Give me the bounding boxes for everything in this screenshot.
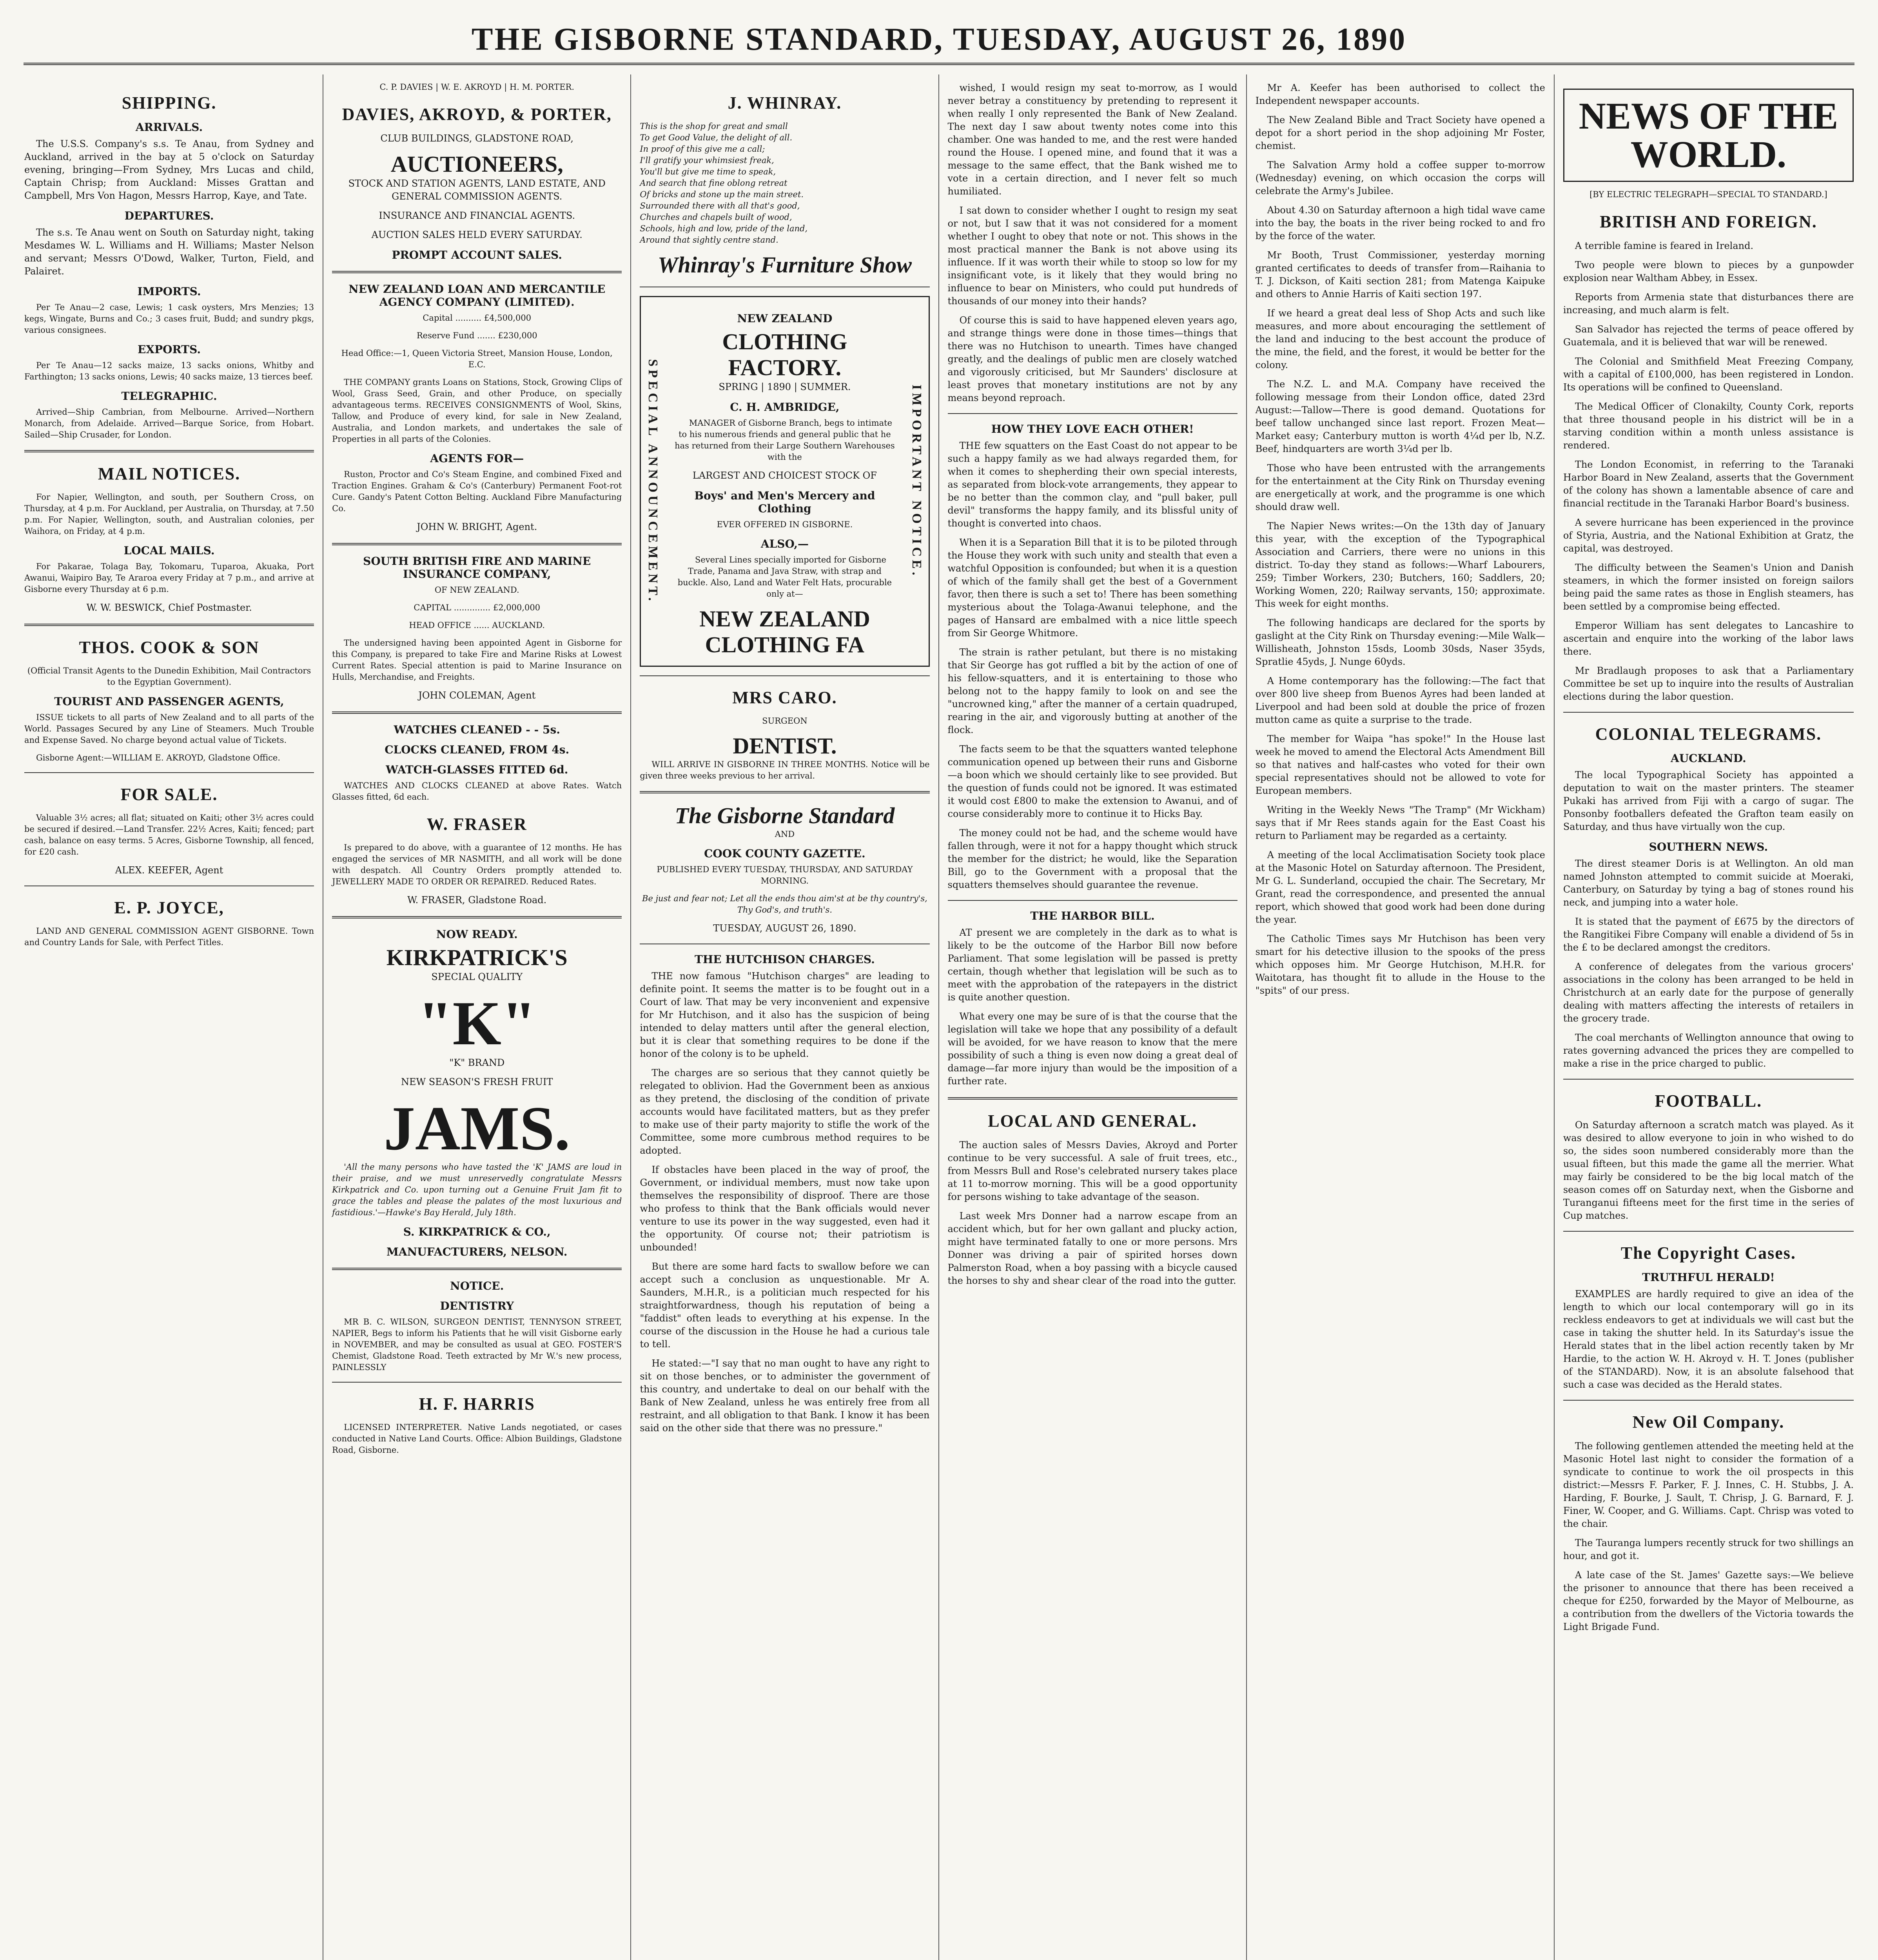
- fraser-body: Is prepared to do above, with a guarantee of 12 months. He has engaged the services of MR NASMITH, and all work will be done with despatch. All Country Orders promptly attended to. JEWELLERY MADE TO ORDER OR REPAIRED. Reduced Rates.: [332, 843, 622, 886]
- news-item: A conference of delegates from the various grocers' associations in the colony has been arranged to be held in Christchurch at an early date for the purpose of generally dealing with matters affecting the interests of retailers in the grocery trade.: [1563, 961, 1854, 1024]
- news-item: EXAMPLES are hardly required to give an idea of the length to which our local contemporary will go in its reckless endeavors to get at individuals we will cast but the case in taking the shutter held. In its Saturday's issue the Herald states that in the libel action recently taken by Mr Hardie, to the action W. H. Akroyd v. H. T. Jones (publisher of the STANDARD). Now, it is an absolute falsehood that such a case was decided as the Herald states.: [1563, 1289, 1854, 1390]
- divider: [948, 900, 1237, 901]
- local-mails-text: For Pakarae, Tolaga Bay, Tokomaru, Tuparoa, Akuaka, Port Awanui, Waipiro Bay, Te Araroa every Friday at 7 p.m., and arrive at Gisborne every Thursday at 6 p.m.: [24, 562, 314, 594]
- sbfire-agent: JOHN COLEMAN, Agent: [418, 690, 536, 701]
- paper-title: The Gisborne Standard: [675, 803, 895, 828]
- nzloan-reserve: Reserve Fund ....... £230,000: [416, 331, 537, 340]
- telegraphic-heading: TELEGRAPHIC.: [121, 390, 217, 403]
- clothing-factory-ad: [640, 296, 929, 667]
- paper-date: TUESDAY, AUGUST 26, 1890.: [713, 923, 856, 934]
- column-4: [939, 74, 1247, 1960]
- whinray-title: Whinray's Furniture Show: [657, 252, 912, 278]
- truthful-herald-heading: TRUTHFUL HERALD!: [1642, 1271, 1775, 1284]
- news-item: The Medical Officer of Clonakilty, County Cork, reports that three thousand people in his district will be in a starving condition within a month unless assistance is rendered.: [1563, 401, 1854, 451]
- news-item: Two people were blown to pieces by a gunpowder explosion near Waltham Abbey, in Essex.: [1563, 260, 1854, 283]
- joyce-text: LAND AND GENERAL COMMISSION AGENT GISBORNE. Town and Country Lands for Sale, with Perfect Titles.: [24, 926, 314, 947]
- news-of-the-world-box: [1563, 89, 1854, 182]
- article-paragraph: I sat down to consider whether I ought to resign my seat or not, but I saw that it was not considered for a moment whether I ought to obey that note or not. This shows in the most practical manner the Bank is not above using its influence. If it was worth their while to stoop so low for my insignificant vote, is it likely that they would bring no influence to bear on Ministers, who could put hundreds of thousands of our money into their hands?: [947, 205, 1237, 307]
- divider: [24, 450, 314, 452]
- kirkpatrick-season: NEW SEASON'S FRESH FRUIT: [401, 1076, 553, 1087]
- news-item: Mr Bradlaugh proposes to ask that a Parliamentary Committee be set up to inquire into the results of Australian elections during the labor question.: [1563, 665, 1854, 702]
- local-item: The N.Z. L. and M.A. Company have received the following message from their London office, dated 23rd August:—Tallow—There is good demand. Quotations for beef tallow unchanged since last report. Frozen Meat—Market easy; Canterbury mutton is worth 4¼d per lb, N.Z. Beef, hindquarters are worth 3¼d per lb.: [1255, 379, 1545, 454]
- departures-text: The s.s. Te Anau went on South on Saturday night, taking Mesdames W. L. Williams and H. Williams; Master Nelson and servant; Messrs O'Dowd, Walker, Turton, Field, and Palairet.: [24, 227, 314, 277]
- divider: [24, 772, 314, 773]
- news-item: The local Typographical Society has appointed a deputation to wait on the master printers. The steamer Pukaki has arrived from Fiji with a cargo of sugar. The Ponsonby footballers defeated the Grafton team easily on Saturday, and thus have virtually won the cup.: [1563, 769, 1854, 832]
- news-item: The Tauranga lumpers recently struck for two shillings an hour, and got it.: [1563, 1537, 1854, 1561]
- divider: [1563, 712, 1854, 713]
- news-item: A severe hurricane has been experienced in the province of Styria, Austria, and the National Exhibition at Gratz, the capital, was destroyed.: [1563, 517, 1854, 554]
- imports-text: Per Te Anau—2 case, Lewis; 1 cask oysters, Mrs Menzies; 13 kegs, Wingate, Burns and Co.; 3 cases fruit, Budd; and sundry pkgs, various consignees.: [24, 303, 314, 335]
- fraser-heading: W. FRASER: [426, 815, 527, 834]
- exports-text: Per Te Anau—12 sacks maize, 13 sacks onions, Whitby and Farthington; 13 sacks onions, Lewis; 40 sacks maize, 13 tierces beef.: [24, 361, 314, 381]
- whinray-heading: J. WHINRAY.: [728, 93, 842, 113]
- postmaster: W. W. BESWICK, Chief Postmaster.: [86, 602, 252, 613]
- new-oil-company-heading: New Oil Company.: [1632, 1412, 1785, 1432]
- local-item: Mr Booth, Trust Commissioner, yesterday morning granted certificates to deeds of transfer from—Raihania to T. J. Dickson, of Kaiti section 281; from Matenga Kaipuke and others to Annie Harris of Kaiti section 197.: [1255, 250, 1545, 299]
- sbfire-text: The undersigned having been appointed Agent in Gisborne for this Company, is prepared to take Fire and Marine Risks at Lowest Current Rates. Special attention is paid to Marine Insurance on Hulls, Merchandise, and Freights.: [332, 638, 622, 682]
- notice-heading: NOTICE.: [450, 1279, 504, 1292]
- news-item: A terrible famine is feared in Ireland.: [1575, 240, 1754, 251]
- divider: [948, 1097, 1237, 1100]
- clothing-largest: LARGEST AND CHOICEST STOCK OF: [692, 470, 877, 481]
- clothing-heading: CLOTHING FACTORY.: [722, 329, 847, 380]
- divider: [332, 1382, 622, 1383]
- telegraphic-text: Arrived—Ship Cambrian, from Melbourne. Arrived—Northern Monarch, from Adelaide. Arrived—Barque Sorice, from Hobart. Sailed—Ship Crusader, for London.: [24, 407, 314, 439]
- column-1: [16, 74, 323, 1960]
- news-item: On Saturday afternoon a scratch match was played. As it was desired to allow everyone to join in who wished to do so, the sides soon numbered considerably more than the usual fifteen, but this made the game all the merrier. What may fairly be considered to be the big local match of the season comes off on Saturday next, when the Gisborne and Turanganui fifteens meet for the first time in the series of Cup matches.: [1563, 1120, 1854, 1221]
- columns: [16, 74, 1862, 1960]
- divider: [1563, 1079, 1854, 1080]
- harris-text: LICENSED INTERPRETER. Native Lands negotiated, or cases conducted in Native Land Courts. Office: Albion Buildings, Gladstone Road, Gisborne.: [332, 1423, 622, 1455]
- akroyd-services: STOCK AND STATION AGENTS, LAND ESTATE, AND GENERAL COMMISSION AGENTS.: [348, 178, 606, 202]
- article-paragraph: The facts seem to be that the squatters wanted telephone communication opened up between their runs and Gisborne—a boon which we should certainly like to see provided. But the question of funds could not be ignored. It was estimated it would cost £800 to make the extension to Awanui, and of course considerably more to continue it to Hicks Bay.: [947, 744, 1237, 819]
- article-paragraph: The auction sales of Messrs Davies, Akroyd and Porter continue to be very successful. A sale of fruit trees, etc., from Messrs Bull and Rose's celebrated nursery takes place at 11 to-morrow morning. This will be a good opportunity for persons wishing to take advantage of the season.: [947, 1140, 1237, 1202]
- local-item: The Salvation Army hold a coffee supper to-morrow (Wednesday) evening, on which occasion the corps will celebrate the Army's Jubilee.: [1255, 160, 1545, 196]
- exports-heading: EXPORTS.: [138, 343, 201, 356]
- news-byline: [BY ELECTRIC TELEGRAPH—SPECIAL TO STANDARD.]: [1589, 190, 1827, 199]
- local-item: Those who have been entrusted with the arrangements for the entertainment at the City Rink on Thursday evening are energetically at work, and the programme is one which should draw well.: [1255, 463, 1545, 512]
- now-ready: NOW READY.: [436, 928, 518, 941]
- how-they-love-heading: HOW THEY LOVE EACH OTHER!: [991, 423, 1194, 436]
- clothing-stock: Boys' and Men's Mercery and Clothing: [694, 489, 875, 515]
- vertical-label-right: IMPORTANT NOTICE.: [909, 384, 924, 579]
- mail-notices-text: For Napier, Wellington, and south, per Southern Cross, on Thursday, at 4 p.m. For Auckland, per Australia, on Thursday, at 7.50 p.m. For Napier, Wellington, south, and Australian colonies, per Waihora, on Friday, at 4 p.m.: [24, 492, 314, 536]
- divider: [332, 916, 622, 918]
- caro-text: WILL ARRIVE IN GISBORNE IN THREE MONTHS. Notice will be given three weeks previous to her arrival.: [640, 760, 930, 780]
- whinray-poem: This is the shop for great and small To get Good Value, the delight of all. In proof of this give me a call; I'll gratify your whimsiest freak, You'll but give me time to speak, And search that fine oblong retreat Of bricks and stone up the main street. Surrounded there with all that's good, Churches and chapels built of wood, Schools, high and low, pride of the land, Around that sightly centre stand.: [640, 122, 808, 245]
- caro-surgeon: SURGEON: [762, 716, 807, 726]
- vertical-label-left: SPECIAL ANNOUNCEMENT.: [645, 359, 660, 604]
- masthead-title: THE GISBORNE STANDARD, TUESDAY, AUGUST 26, 1890: [471, 21, 1407, 57]
- fraser-text: WATCHES AND CLOCKS CLEANED at above Rates. Watch Glasses fitted, 6d each.: [332, 781, 622, 802]
- news-item: San Salvador has rejected the terms of peace offered by Guatemala, and it is believed that war will be renewed.: [1563, 324, 1854, 348]
- kirkpatrick-brand: "K" BRAND: [449, 1057, 505, 1068]
- news-item: The following gentlemen attended the meeting held at the Masonic Hotel last night to consider the formation of a syndicate to continue to work the oil prospects in this district:—Messrs F. Parker, F. J. Innes, C. H. Stubbs, J. A. Harding, F. Bourke, J. Sault, T. Chrisp, J. G. Barnard, F. J. Finer, W. Cooper, and G. Williams. Capt. Chrisp was voted to the chair.: [1563, 1441, 1854, 1529]
- local-item: Mr A. Keefer has been authorised to collect the Independent newspaper accounts.: [1255, 82, 1545, 106]
- nzloan-heading: NEW ZEALAND LOAN AND MERCANTILE AGENCY COMPANY (LIMITED).: [348, 283, 606, 309]
- auction-sales: AUCTION SALES HELD EVERY SATURDAY.: [371, 229, 582, 240]
- article-paragraph: The strain is rather petulant, but there is no mistaking that Sir George has got ruffled a bit by the action of one of his fellow-squatters, and it is entertaining to those who belong not to the happy family to look on and see the "uncrowned king," after the manner of a certain quadruped, rearing in the air, and vigorously butting at another of the flock.: [947, 647, 1237, 735]
- auckland-heading: AUCKLAND.: [1671, 752, 1746, 765]
- local-general-heading: LOCAL AND GENERAL.: [988, 1111, 1197, 1131]
- nzloan-office: Head Office:—1, Queen Victoria Street, Mansion House, London, E.C.: [341, 348, 613, 369]
- cook-line: TOURIST AND PASSENGER AGENTS,: [54, 695, 284, 708]
- masthead: [24, 16, 1854, 65]
- shipping-heading: SHIPPING.: [122, 93, 217, 113]
- local-mails-heading: LOCAL MAILS.: [123, 544, 215, 557]
- clothing-footer: NEW ZEALAND CLOTHING FA: [699, 606, 870, 657]
- paper-motto: Be just and fear not; Let all the ends thou aim'st at be thy country's, Thy God's, and truth's.: [642, 894, 927, 915]
- divider: [332, 1268, 622, 1270]
- nzloan-capital: Capital .......... £4,500,000: [423, 313, 532, 323]
- for-sale-heading: FOR SALE.: [120, 785, 218, 804]
- sbfire-capital: CAPITAL .............. £2,000,000: [414, 603, 541, 612]
- local-item: The member for Waipa "has spoke!" In the House last week he moved to amend the Electoral Acts Amendment Bill so that natives and half-castes who voted for their own special representatives should not be allowed to vote for European members.: [1255, 733, 1545, 796]
- hutchison-paragraph: THE now famous "Hutchison charges" are leading to definite point. It seems the matter is to be fought out in a Court of law. That may be very inconvenient and expensive for Mr Hutchison, and it also has the suspicion of being intended to delay matters until after the general election, but it is clear that something requires to be done if the honor of the colony is to be upheld.: [640, 971, 930, 1059]
- departures-heading: DEPARTURES.: [124, 209, 214, 222]
- clothing-text: MANAGER of Gisborne Branch, begs to intimate to his numerous friends and general public that he has returned from their Large Southern Warehouses with the: [675, 418, 895, 462]
- clothing-also-text: Several Lines specially imported for Gisborne Trade, Panama and Java Straw, with strap and buckle. Also, Land and Water Felt Hats, procurable only at—: [677, 555, 892, 599]
- sbfire-office: HEAD OFFICE ...... AUCKLAND.: [409, 621, 545, 630]
- paper-and: AND: [775, 829, 795, 839]
- nzloan-agent: JOHN W. BRIGHT, Agent.: [417, 521, 537, 532]
- nzloan-text: THE COMPANY grants Loans on Stations, Stock, Growing Clips of Wool, Grass Seed, Grain, and other Produce, on specially advantageous terms. RECEIVES CONSIGNMENTS of Wool, Skins, Tallow, and Produce of every kind, for sale in New Zealand, Australia, and London markets, and undertakes the sale of Properties in all parts of the Colonies.: [332, 377, 622, 444]
- news-of-the-world-heading: NEWS OF THE WORLD.: [1579, 95, 1838, 175]
- local-item: A Home contemporary has the following:—The fact that over 800 live sheep from Buenos Ayres had been landed at Liverpool and had been sold at double the price of frozen mutton came as quite a surprise to the trade.: [1255, 675, 1545, 725]
- caro-dentist: DENTIST.: [733, 733, 837, 759]
- news-item: Emperor William has sent delegates to Lancashire to ascertain and enquire into the working of the labor laws there.: [1563, 620, 1854, 657]
- news-item: The difficulty between the Seamen's Union and Danish steamers, in which the former insisted on foreign sailors being paid the same rates as those in English steamers, has been settled by a compromise being effected.: [1563, 562, 1854, 612]
- insurance: INSURANCE AND FINANCIAL AGENTS.: [379, 210, 575, 221]
- akroyd-heading: DAVIES, AKROYD, & PORTER,: [342, 105, 612, 124]
- prompt-sales: PROMPT ACCOUNT SALES.: [392, 249, 562, 261]
- clothing-nz: NEW ZEALAND: [737, 312, 833, 325]
- cook-heading: THOS. COOK & SON: [79, 638, 259, 657]
- local-item: The New Zealand Bible and Tract Society have opened a depot for a short period in the shop adjoining Mr Foster, chemist.: [1255, 114, 1545, 151]
- cook-text: ISSUE tickets to all parts of New Zealand and to all parts of the World. Passages Secured by any Line of Steamers. Much Trouble and Expense Saved. No charge beyond actual value of Tickets.: [24, 713, 314, 745]
- sbfire-heading: SOUTH BRITISH FIRE AND MARINE INSURANCE COMPANY,: [363, 555, 591, 581]
- nzloan-agents: Ruston, Proctor and Co's Steam Engine, and combined Fixed and Traction Engines. Graham & Co's (Canterbury) Permanent Foot-rot Cure. Gandy's Patent Cotton Belting. Auckland Fibre Manufacturing Co.: [332, 470, 622, 513]
- kirkpatrick-heading: KIRKPATRICK'S: [386, 945, 568, 970]
- watches-line-1: WATCHES CLEANED - - 5s.: [394, 723, 560, 736]
- news-item: The direst steamer Doris is at Wellington. An old man named Johnston attempted to commit suicide at Moeraki, Canterbury, on Saturday by tying a bag of stones round his neck, and jumping into a water hole.: [1563, 858, 1854, 908]
- arrivals-text: The U.S.S. Company's s.s. Te Anau, from Sydney and Auckland, arrived in the bay at 5 o'clock on Saturday evening, bringing—From Sydney, Mrs Lucas and child, Captain Chrisp; from Auckland: Misses Grattan and Campbell, Mrs Von Hagon, Messrs Harrop, Kaye, and Tate.: [24, 138, 314, 201]
- kirkpatrick-special: SPECIAL QUALITY: [431, 971, 523, 982]
- divider: [948, 413, 1237, 414]
- hutchison-heading: THE HUTCHISON CHARGES.: [694, 953, 875, 966]
- divider: [640, 791, 929, 793]
- news-item: The Colonial and Smithfield Meat Freezing Company, with a capital of £100,000, has been registered in London. Its operations will be confined to Queensland.: [1563, 356, 1854, 393]
- local-item: If we heard a great deal less of Shop Acts and such like measures, and more about encouraging the settlement of the land and inducing to the best account the produce of the mine, the field, and the forest, it would be better for the colony.: [1255, 308, 1545, 370]
- local-item: The Napier News writes:—On the 13th day of January this year, with the exception of the Typographical Association and Carriers, there were no unions in this district. To-day they stand as follows:—Wharf Labourers, 259; Timber Workers, 230; Butchers, 160; Saddlers, 20; Working Women, 220; Railway servants, 150; approximate. This week for eight months.: [1255, 521, 1545, 609]
- column-5: [1247, 74, 1555, 1960]
- arrivals-heading: ARRIVALS.: [135, 121, 203, 134]
- news-item: A late case of the St. James' Gazette says:—We believe the prisoner to announce that there has been received a cheque for £250, forwarded by the Mayor of Melbourne, as a contribution from the dwellers of the Victoria towards the Light Brigade Fund.: [1563, 1570, 1854, 1632]
- clothing-season: SPRING | 1890 | SUMMER.: [719, 381, 851, 392]
- article-paragraph: THE few squatters on the East Coast do not appear to be such a happy family as we had always regarded them, for when it comes to shepherding their own special interests, as separated from block-vote arrangements, they appear to be no better than the common clay, and "pull baker, pull devil" transforms the happy family, and its blissful unity of thought is converted into chaos.: [947, 440, 1237, 529]
- copyright-heading: The Copyright Cases.: [1620, 1243, 1796, 1263]
- agents-for: AGENTS FOR—: [430, 452, 524, 465]
- paper-gazette: COOK COUNTY GAZETTE.: [704, 847, 866, 860]
- harris-heading: H. F. HARRIS: [419, 1394, 535, 1414]
- caro-heading: MRS CARO.: [732, 688, 837, 707]
- article-paragraph: When it is a Separation Bill that it is to be piloted through the House they work with such unity and stealth that even a watchful Opposition is confounded; but when it is a question of which of the family shall get the best of a Government favor, then there is such a set to! There has been something mysterious about the Tolaga-Awanui telephone, and the pages of Hansard are embalmed with a nice little speech from Sir George Whitmore.: [947, 537, 1237, 639]
- imports-heading: IMPORTS.: [137, 285, 201, 298]
- sbfire-subtitle: OF NEW ZEALAND.: [434, 585, 519, 595]
- clothing-also: ALSO,—: [760, 537, 809, 550]
- local-item: The following handicaps are declared for the sports by gaslight at the City Rink on Thursday evening:—Mile Walk—Willisheath, Johnston 15sds, Loomb 30sds, Naser 35yds, Spratlie 45yds, J. Nunge 60yds.: [1255, 617, 1545, 667]
- divider: [332, 271, 622, 273]
- news-item: The coal merchants of Wellington announce that owing to rates governing advanced the prices they are compelled to make a rise in the price charged to public.: [1563, 1032, 1854, 1069]
- kirkpatrick-quote: 'All the many persons who have tasted the 'K' JAMS are loud in their praise, and we must unreservedly congratulate Messrs Kirkpatrick and Co. upon turning out a Genuine Fruit Jam fit to grace the tables and please the palates of the most luxurious and fastidious.'—Hawke's Bay Herald, July 18th.: [332, 1162, 622, 1217]
- kirkpatrick-manufacturers: MANUFACTURERS, NELSON.: [386, 1245, 568, 1258]
- paper-published: PUBLISHED EVERY TUESDAY, THURSDAY, AND SATURDAY MORNING.: [657, 865, 913, 886]
- article-paragraph: The money could not be had, and the scheme would have fallen through, were it not for a happy thought which struck the member for the district; he would, like the Separation Bill, go to the Government with a proposal that the squatters themselves should guarantee the revenue.: [947, 828, 1237, 890]
- harbour-bill-heading: THE HARBOR BILL.: [1030, 909, 1155, 922]
- news-item: It is stated that the payment of £675 by the directors of the Rangitikei Fibre Company will enable a dividend of 5s in the £ to be declared amongst the creditors.: [1563, 916, 1854, 953]
- hutchison-paragraph: The charges are so serious that they cannot quietly be relegated to oblivion. Had the Government been as anxious as they pretend, the disclosing of the condition of private accounts would have facilitated matters, but as they prefer to make use of their party majority to stifle the work of the Committee, some more cumbrous method requires to be adopted.: [640, 1067, 930, 1156]
- local-item: Writing in the Weekly News "The Tramp" (Mr Wickham) says that if Mr Rees stands again for the East Coast his return to Parliament may be regarded as a certainty.: [1255, 804, 1545, 841]
- akroyd-names: C. P. DAVIES | W. E. AKROYD | H. M. PORTER.: [379, 82, 575, 92]
- divider: [640, 675, 929, 676]
- for-sale-text: Valuable 3½ acres; all flat; situated on Kaiti; other 3½ acres could be secured if desired.—Land Transfer. 22½ Acres, Kaiti; fenced; part cash, balance on easy terms. 5 Acres, Gisborne Township, all fenced, for £20 cash.: [24, 813, 314, 857]
- local-item: A meeting of the local Acclimatisation Society took place at the Masonic Hotel on Saturday afternoon. The President, Mr G. L. Sunderland, occupied the chair. The Secretary, Mr Grant, read the correspondence, and presented the annual report, which showed that good work had been done during the year.: [1255, 849, 1545, 925]
- column-3: [631, 74, 939, 1960]
- divider: [332, 543, 622, 545]
- for-sale-agent: ALEX. KEEFER, Agent: [115, 865, 223, 876]
- clothing-offered: EVER OFFERED IN GISBORNE.: [717, 520, 853, 529]
- local-item: The Catholic Times says Mr Hutchison has been very smart for his detective illusion to the spooks of the press which opposes him. Mr George Hutchison, M.H.R. for Waitotara, has thought fit to allude in the House to the "spits" of our press.: [1255, 933, 1545, 996]
- dentist-text: MR B. C. WILSON, SURGEON DENTIST, TENNYSON STREET, NAPIER, Begs to inform his Patients that he will visit Gisborne early in NOVEMBER, and may be consulted as usual at GEO. FOSTER'S Chemist, Gladstone Road. Teeth extracted by Mr W.'s new process, PAINLESSLY: [332, 1317, 622, 1372]
- watches-line-2: CLOCKS CLEANED, FROM 4s.: [385, 743, 570, 756]
- article-paragraph: What every one may be sure of is that the course that the legislation will take we hope that any possibility of a default will be avoided, for we have reason to know that the mere possibility of such a thing is even now doing a great deal of damage—far more injury than would be the imposition of a further rate.: [947, 1011, 1237, 1087]
- cook-subtitle: (Official Transit Agents to the Dunedin Exhibition, Mail Contractors to the Egyptian Government).: [27, 666, 311, 687]
- akroyd-address: CLUB BUILDINGS, GLADSTONE ROAD,: [380, 133, 574, 144]
- divider: [24, 624, 314, 626]
- divider: [1563, 1231, 1854, 1232]
- column-6: [1555, 74, 1862, 1960]
- hutchison-paragraph: He stated:—"I say that no man ought to have any right to sit on those benches, or to administer the government of this country, and undertake to deal on our behalf with the Bank of New Zealand, unless he was entirely free from all restraint, and all obligation to that Bank. I know it has been said on the other side that there was no pressure.": [640, 1358, 930, 1434]
- joyce-heading: E. P. JOYCE,: [114, 898, 224, 917]
- news-item: Reports from Armenia state that disturbances there are increasing, and much alarm is felt.: [1563, 292, 1854, 316]
- kirkpatrick-maker: S. KIRKPATRICK & CO.,: [403, 1225, 551, 1238]
- article-paragraph: AT present we are completely in the dark as to what is likely to be the outcome of the Harbor Bill now before Parliament. That some legislation will be passed is pretty certain, though whether that legislation will be such as to meet with the approbation of the ratepayers in the district is quite another question.: [947, 927, 1237, 1003]
- article-paragraph: wished, I would resign my seat to-morrow, as I would never betray a constituency by pretending to represent it when really I only represented the Bank of New Zealand. The next day I saw about twenty notes come into this chamber. One was handed to me, and the rest were handed round the House. I opened mine, and found that it was a message to the same effect, that the Bank wished me to vote in a certain direction, and I never felt so much humiliated.: [947, 82, 1237, 197]
- watches-line-3: WATCH-GLASSES FITTED 6d.: [386, 763, 568, 776]
- divider: [332, 711, 622, 714]
- column-2: [323, 74, 631, 1960]
- news-item: The London Economist, in referring to the Taranaki Harbor Board in New Zealand, asserts that the Government of the colony has shown a lamentable absence of care and financial rectitude in the Taranaki Harbor Board's business.: [1563, 459, 1854, 509]
- southern-news-heading: SOUTHERN NEWS.: [1649, 840, 1768, 853]
- article-paragraph: Last week Mrs Donner had a narrow escape from an accident which, but for her own gallant and plucky action, might have terminated fatally to one or more persons. Mrs Donner was driving a pair of spirited horses down Palmerston Road, when a boy passing with a bicycle caused the horses to shy and shear clear of the road into the gutter.: [947, 1210, 1237, 1286]
- divider: [1563, 1400, 1854, 1401]
- kirkpatrick-k-brand-logo: "K": [417, 988, 536, 1058]
- kirkpatrick-jams: JAMS.: [383, 1093, 570, 1163]
- hutchison-paragraph: But there are some hard facts to swallow before we can accept such a conclusion as unquestionable. Mr A. Saunders, M.H.R., is a politician much respected for his straightforwardness, though his reputation of being a "faddist" often leads to everything at his expense. In the course of the discussion in the House he had a curious tale to tell.: [640, 1261, 930, 1350]
- fraser-address: W. FRASER, Gladstone Road.: [407, 895, 547, 906]
- british-foreign-heading: BRITISH AND FOREIGN.: [1600, 212, 1817, 231]
- auctioneers: AUCTIONEERS,: [390, 151, 563, 177]
- article-paragraph: Of course this is said to have happened eleven years ago, and strange things were done in those times—things that there was no Hutchison to unearth. Times have changed greatly, and the dealings of public men are closely watched and vigorously criticised, but Mr Saunders' disclosure at least proves that monetary institutions are not by any means beyond reproach.: [947, 315, 1237, 403]
- dentistry-heading: DENTISTRY: [440, 1299, 514, 1312]
- colonial-telegrams-heading: COLONIAL TELEGRAMS.: [1595, 724, 1822, 744]
- hutchison-paragraph: If obstacles have been placed in the way of proof, the Government, or individual members, must now take upon themselves the responsibility of disproof. There are those who profess to think that the Bank officials would never venture to use its power in the way suggested, even had it the opportunity. Of course not; their patriotism is unbounded!: [640, 1164, 930, 1253]
- football-heading: FOOTBALL.: [1655, 1091, 1762, 1111]
- local-item: About 4.30 on Saturday afternoon a high tidal wave came into the bay, the boats in the river being rocked to and fro by the force of the water.: [1255, 205, 1545, 241]
- mail-notices-heading: MAIL NOTICES.: [98, 464, 241, 483]
- clothing-manager: C. H. AMBRIDGE,: [730, 401, 840, 414]
- cook-agent: Gisborne Agent:—WILLIAM E. AKROYD, Gladstone Office.: [36, 753, 281, 762]
